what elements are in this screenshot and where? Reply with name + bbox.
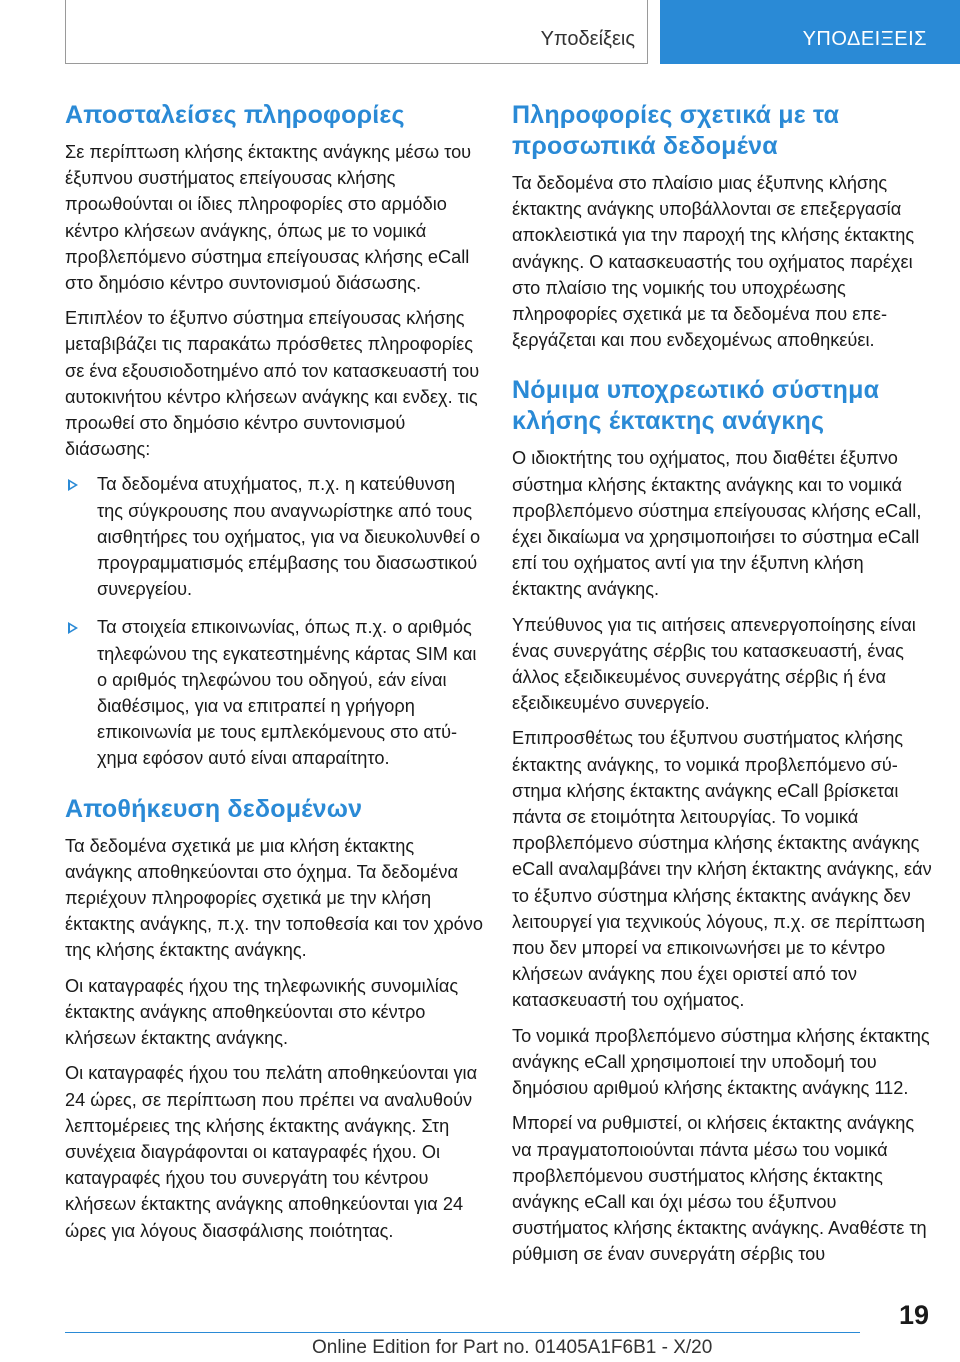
paragraph: Επιπλέον το έξυπνο σύστημα επείγουσας κλήσης μεταβιβάζει τις παρακάτω πρόσθετες πληροφορίες σε ένα εξουσιοδοτημένο από τον κατασκευαστή του αυτοκινήτου κέντρο κλήσεων ανάγκης και ενδεχ. τις προωθεί στο δημόσιο κέντρο συντονισμού διάσωσης: [65, 308, 480, 460]
footer-divider [65, 1332, 860, 1333]
paragraph: Τα δεδομένα σχετικά με μια κλήση έκτακτης ανάγκης αποθηκεύονται στο όχημα. Τα δεδομένα περιέχουν πληροφορίες σχετικά με την κλήση έκτακτης ανάγκης, π.χ. την τοποθεσία και τον χρόνο της κλήσης έκτακτης ανάγκης. [65, 835, 483, 961]
bullet-list [65, 471, 485, 771]
header-section-title: Υποδείξεις [540, 28, 635, 50]
right-column [512, 100, 932, 1277]
list-item [65, 614, 485, 771]
list-item-text: Τα στοιχεία επικοινωνίας, όπως π.χ. ο αριθμός τηλεφώνου της εγκατεστημένης κάρτας SIM και ο αριθμός τηλεφώνου του οδηγού, εάν είναι διαθέσιμος, για να επιτραπεί η γρήγορη επικοινωνία με τους εμπλεκόμενους στο ατύχημα εφόσον αυτό είναι απαραίτητο. [97, 617, 477, 769]
paragraph: Οι καταγραφές ήχου της τηλεφωνικής συνομιλίας έκτακτης ανάγκης αποθηκεύονται στο κέντρο κλήσεων έκτακτης ανάγκης. [65, 975, 459, 1049]
heading-personal-data: Πληροφορίες σχετικά με τα προσωπικά δεδομένα [512, 101, 840, 160]
paragraph: Μπορεί να ρυθμιστεί, οι κλήσεις έκτακτης ανάγκης να πραγματοποιούνται πάντα μέσω του νομικά προβλεπόμενου συστήματος κλήσης έκτακτης ανάγκης eCall και όχι μέσω του έξυπνου συστήματος κλήσης έκτακτης ανάγκης. Αναθέστε τη ρύθμιση σε έναν συνεργάτη σέρβις του [512, 1113, 927, 1265]
footer-edition-text: Online Edition for Part no. 01405A1F6B1 - X/20 [312, 1337, 713, 1358]
paragraph: Το νομικά προβλεπόμενο σύστημα κλήσης έκτακτης ανάγκης eCall χρησιμοποιεί την υποδομή του δημόσιου αριθμού κλήσης έκτακτης ανάγκης 112. [512, 1025, 930, 1099]
heading-legal-emergency-call: Νόμιμα υποχρεωτικό σύστημα κλήσης έκτακτης ανάγκης [512, 376, 880, 436]
header-chapter-title: ΥΠΟΔΕΙΞΕΙΣ [802, 28, 927, 50]
heading-data-storage: Αποθήκευση δεδομένων [65, 794, 363, 823]
page-number: 19 [898, 1300, 929, 1330]
paragraph: Τα δεδομένα στο πλαίσιο μιας έξυπνης κλήσης έκτακτης ανάγκης υποβάλλονται σε επεξεργασία αποκλειστικά για την παροχή της κλήσης έκτακτης ανάγκης. Ο κατασκευαστής του οχήματος παρέχει στο πλαίσιο της νομικής του υποχρέωσης πληροφορίες σχετικά με τα δεδομένα που επεξεργάζεται και που ενδεχομένως αποθηκεύει. [512, 173, 915, 351]
left-column [65, 100, 485, 1253]
list-item [65, 471, 485, 602]
triangle-bullet-icon [68, 622, 78, 634]
header-section-box [65, 0, 648, 64]
paragraph: Σε περίπτωση κλήσης έκτακτης ανάγκης μέσω του έξυπνου συστήματος επείγουσας κλήσης προωθούνται οι ίδιες πληροφορίες στο αρμόδιο κέντρο κλήσεων ανάγκης, όπως με το νομικά προβλεπόμενο σύστημα επείγουσας κλήσης eCall στο δημόσιο κέντρο συντονισμού διάσωσης. [65, 142, 472, 294]
heading-transmitted-info: Αποσταλείσες πληροφορίες [65, 101, 405, 129]
triangle-bullet-icon [68, 479, 78, 491]
paragraph: Υπεύθυνος για τις αιτήσεις απενεργοποίησης είναι ένας συνεργάτης σέρβις του κατασκευαστή, ένας άλλος εξειδικευμένος συνεργάτης σέρβις ή ένα εξειδικευμένο συνεργείο. [512, 614, 916, 714]
paragraph: Ο ιδιοκτήτης του οχήματος, που διαθέτει έξυπνο σύστημα κλήσης έκτακτης ανάγκης και το νομικά προβλεπόμενο σύστημα επείγουσας κλήσης eCall, έχει δικαίωμα να χρησιμοποιήσει το σύστημα eCall επί του οχήματος αντί για την έξυπνη κλήση έκτακτης ανάγκης. [512, 448, 922, 600]
paragraph: Επιπροσθέτως του έξυπνου συστήματος κλήσης έκτακτης ανάγκης, το νομικά προβλεπόμενο σύστημα κλήσης έκτακτης ανάγκης eCall βρίσκεται πάντα σε ετοιμότητα λειτουργίας. Το νομικά προβλεπόμενο σύστημα κλήσης έκτακτης ανάγκης eCall αναλαμβάνει την κλήση έκτακτης ανάγκης, εάν το έξυπνο σύστημα κλήσης έκτακτης ανάγκης δεν λειτουργεί για τεχνικούς λόγους, π.χ. σε περίπτωση που δεν μπορεί να επικοινωνήσει με το κέντρο κλήσεων ανάγκης που έχει οριστεί από τον κατασκευαστή του οχήματος. [512, 728, 932, 1011]
list-item-text: Τα δεδομένα ατυχήματος, π.χ. η κατεύθυνση της σύγκρουσης που αναγνωρίστηκε από τους αισθητήρες του οχήματος, για να διευκολυνθεί ο προγραμματισμός επέμβασης του διασωστικού συνεργείου. [97, 474, 481, 600]
header-chapter-tab[interactable] [660, 0, 960, 64]
paragraph: Οι καταγραφές ήχου του πελάτη αποθηκεύονται για 24 ώρες, σε περίπτωση που πρέπει να αναλυθούν λεπτομέρειες της κλήσης έκτακτης ανάγκης. Στη συνέχεια διαγράφονται οι καταγραφές ήχου. Οι καταγραφές ήχου του συνεργάτη του κέντρου κλήσεων έκτακτης ανάγκης αποθηκεύονται για 24 ώρες για λόγους διασφάλισης ποιότητας. [65, 1063, 478, 1241]
